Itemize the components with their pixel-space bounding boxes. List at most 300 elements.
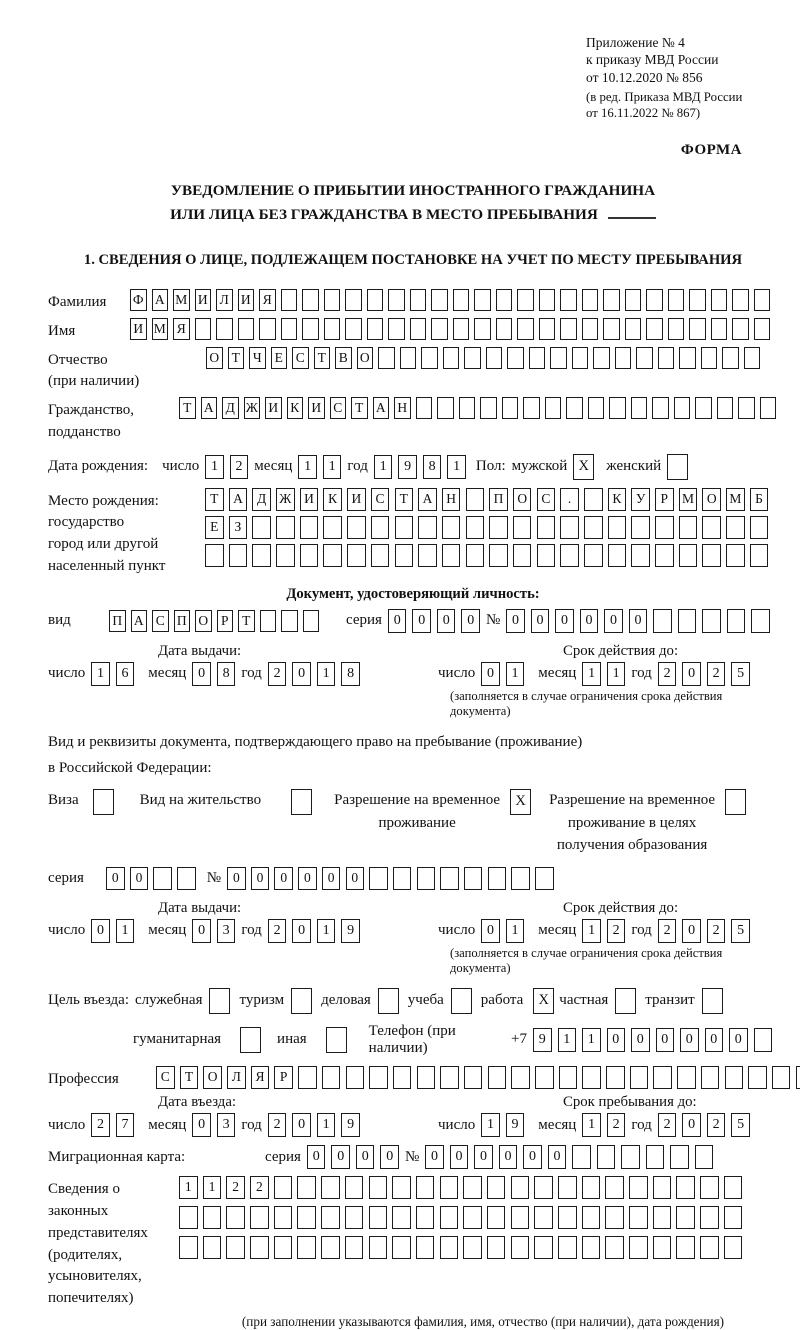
form-cell[interactable] <box>517 289 534 311</box>
form-cell[interactable] <box>274 1176 293 1199</box>
form-cell[interactable] <box>345 1206 364 1229</box>
form-cell[interactable] <box>466 544 485 567</box>
form-cell[interactable] <box>369 867 388 890</box>
form-cell[interactable] <box>507 347 524 369</box>
form-cell[interactable] <box>695 1145 714 1169</box>
form-cell[interactable] <box>517 318 534 340</box>
form-cell[interactable]: 0 <box>192 1113 211 1137</box>
form-cell[interactable]: 0 <box>523 1145 542 1169</box>
form-cell[interactable] <box>584 488 603 511</box>
form-cell[interactable]: П <box>174 610 191 632</box>
form-cell[interactable] <box>474 318 491 340</box>
form-cell[interactable] <box>537 516 556 539</box>
form-cell[interactable]: О <box>206 347 223 369</box>
form-cell[interactable]: Е <box>205 516 224 539</box>
checkbox-cell[interactable]: X <box>573 454 594 480</box>
form-cell[interactable] <box>487 1236 506 1259</box>
form-cell[interactable]: 1 <box>607 662 626 686</box>
form-cell[interactable] <box>203 1236 222 1259</box>
form-cell[interactable]: 3 <box>217 1113 236 1137</box>
form-cell[interactable] <box>631 544 650 567</box>
form-cell[interactable]: 0 <box>450 1145 469 1169</box>
checkbox-cell[interactable] <box>702 988 723 1014</box>
form-cell[interactable] <box>560 516 579 539</box>
form-cell[interactable]: И <box>265 397 282 419</box>
form-cell[interactable]: 0 <box>499 1145 518 1169</box>
form-cell[interactable]: У <box>631 488 650 511</box>
form-cell[interactable] <box>646 318 663 340</box>
form-cell[interactable]: 0 <box>346 867 365 890</box>
form-cell[interactable]: 0 <box>412 609 431 633</box>
form-cell[interactable]: Н <box>442 488 461 511</box>
form-cell[interactable] <box>416 397 433 419</box>
form-cell[interactable]: В <box>335 347 352 369</box>
checkbox-cell[interactable] <box>615 988 636 1014</box>
form-cell[interactable] <box>748 1066 767 1089</box>
form-cell[interactable] <box>464 867 483 890</box>
form-cell[interactable]: 8 <box>217 662 236 686</box>
form-cell[interactable]: И <box>308 397 325 419</box>
form-cell[interactable]: 0 <box>629 609 648 633</box>
form-cell[interactable]: 1 <box>116 919 135 943</box>
form-cell[interactable]: И <box>347 488 366 511</box>
form-cell[interactable] <box>523 397 540 419</box>
form-cell[interactable]: 9 <box>398 455 417 479</box>
checkbox-cell[interactable]: X <box>510 789 531 815</box>
form-cell[interactable]: . <box>560 488 579 511</box>
form-cell[interactable]: Ж <box>276 488 295 511</box>
form-cell[interactable] <box>724 1176 743 1199</box>
form-cell[interactable] <box>400 347 417 369</box>
form-cell[interactable] <box>195 318 212 340</box>
form-cell[interactable] <box>416 1206 435 1229</box>
form-cell[interactable]: 1 <box>317 1113 336 1137</box>
form-cell[interactable]: 1 <box>481 1113 500 1137</box>
form-cell[interactable]: 1 <box>317 919 336 943</box>
form-cell[interactable]: 6 <box>116 662 135 686</box>
form-cell[interactable] <box>582 318 599 340</box>
form-cell[interactable] <box>300 516 319 539</box>
form-cell[interactable] <box>658 347 675 369</box>
form-cell[interactable]: 0 <box>106 867 125 890</box>
form-cell[interactable] <box>421 347 438 369</box>
form-cell[interactable] <box>754 289 771 311</box>
form-cell[interactable] <box>464 1066 483 1089</box>
form-cell[interactable]: 0 <box>506 609 525 633</box>
form-cell[interactable]: Л <box>216 289 233 311</box>
form-cell[interactable]: Я <box>251 1066 270 1089</box>
form-cell[interactable]: 2 <box>607 919 626 943</box>
form-cell[interactable]: О <box>203 1066 222 1089</box>
form-cell[interactable] <box>539 289 556 311</box>
form-cell[interactable]: Д <box>222 397 239 419</box>
checkbox-cell[interactable] <box>378 988 399 1014</box>
form-cell[interactable]: 2 <box>658 662 677 686</box>
form-cell[interactable] <box>629 1176 648 1199</box>
form-cell[interactable] <box>655 544 674 567</box>
form-cell[interactable]: С <box>152 610 169 632</box>
form-cell[interactable]: 2 <box>226 1176 245 1199</box>
form-cell[interactable]: К <box>323 488 342 511</box>
form-cell[interactable] <box>453 289 470 311</box>
form-cell[interactable] <box>605 1206 624 1229</box>
form-cell[interactable]: 1 <box>582 1028 601 1052</box>
form-cell[interactable] <box>440 867 459 890</box>
checkbox-cell[interactable] <box>725 789 746 815</box>
form-cell[interactable]: 1 <box>205 455 224 479</box>
form-cell[interactable] <box>416 1176 435 1199</box>
form-cell[interactable] <box>418 544 437 567</box>
form-cell[interactable]: Я <box>259 289 276 311</box>
form-cell[interactable] <box>560 289 577 311</box>
form-cell[interactable] <box>393 867 412 890</box>
form-cell[interactable] <box>646 1145 665 1169</box>
form-cell[interactable] <box>689 318 706 340</box>
form-cell[interactable] <box>511 1206 530 1229</box>
form-cell[interactable]: 0 <box>298 867 317 890</box>
form-cell[interactable]: 0 <box>531 609 550 633</box>
form-cell[interactable] <box>281 318 298 340</box>
form-cell[interactable] <box>418 516 437 539</box>
form-cell[interactable]: 0 <box>91 919 110 943</box>
form-cell[interactable]: 0 <box>380 1145 399 1169</box>
form-cell[interactable] <box>558 1176 577 1199</box>
form-cell[interactable] <box>417 867 436 890</box>
form-cell[interactable] <box>300 544 319 567</box>
form-cell[interactable]: 9 <box>341 919 360 943</box>
form-cell[interactable] <box>695 397 712 419</box>
form-cell[interactable] <box>298 1066 317 1089</box>
form-cell[interactable] <box>281 610 298 632</box>
form-cell[interactable]: 9 <box>533 1028 552 1052</box>
form-cell[interactable] <box>463 1206 482 1229</box>
form-cell[interactable]: 3 <box>217 919 236 943</box>
form-cell[interactable] <box>702 609 721 633</box>
form-cell[interactable]: Т <box>238 610 255 632</box>
form-cell[interactable]: 0 <box>656 1028 675 1052</box>
form-cell[interactable] <box>302 289 319 311</box>
form-cell[interactable] <box>668 318 685 340</box>
form-cell[interactable] <box>679 516 698 539</box>
form-cell[interactable] <box>347 516 366 539</box>
form-cell[interactable]: К <box>287 397 304 419</box>
form-cell[interactable]: 1 <box>582 919 601 943</box>
form-cell[interactable] <box>442 516 461 539</box>
form-cell[interactable] <box>566 397 583 419</box>
form-cell[interactable]: С <box>371 488 390 511</box>
checkbox-cell[interactable]: X <box>533 988 554 1014</box>
form-cell[interactable]: О <box>195 610 212 632</box>
form-cell[interactable] <box>322 1066 341 1089</box>
form-cell[interactable] <box>321 1176 340 1199</box>
form-cell[interactable]: 0 <box>461 609 480 633</box>
form-cell[interactable] <box>711 318 728 340</box>
form-cell[interactable] <box>410 289 427 311</box>
form-cell[interactable] <box>259 318 276 340</box>
form-cell[interactable]: 1 <box>203 1176 222 1199</box>
form-cell[interactable] <box>744 347 761 369</box>
form-cell[interactable] <box>668 289 685 311</box>
form-cell[interactable]: 0 <box>682 919 701 943</box>
form-cell[interactable] <box>646 289 663 311</box>
form-cell[interactable]: А <box>201 397 218 419</box>
form-cell[interactable]: 2 <box>658 1113 677 1137</box>
form-cell[interactable] <box>621 1145 640 1169</box>
form-cell[interactable] <box>700 1176 719 1199</box>
form-cell[interactable]: Я <box>173 318 190 340</box>
form-cell[interactable] <box>615 347 632 369</box>
form-cell[interactable]: Е <box>271 347 288 369</box>
form-cell[interactable] <box>560 544 579 567</box>
form-cell[interactable]: 1 <box>374 455 393 479</box>
form-cell[interactable] <box>550 347 567 369</box>
form-cell[interactable] <box>274 1236 293 1259</box>
form-cell[interactable] <box>750 516 769 539</box>
form-cell[interactable] <box>559 1066 578 1089</box>
form-cell[interactable]: О <box>513 488 532 511</box>
form-cell[interactable] <box>466 488 485 511</box>
form-cell[interactable]: 0 <box>292 1113 311 1137</box>
form-cell[interactable] <box>582 289 599 311</box>
form-cell[interactable]: 8 <box>341 662 360 686</box>
form-cell[interactable] <box>582 1176 601 1199</box>
form-cell[interactable] <box>276 516 295 539</box>
form-cell[interactable] <box>369 1176 388 1199</box>
form-cell[interactable] <box>760 397 777 419</box>
form-cell[interactable] <box>572 1145 591 1169</box>
form-cell[interactable] <box>511 1236 530 1259</box>
checkbox-cell[interactable] <box>451 988 472 1014</box>
form-cell[interactable]: М <box>679 488 698 511</box>
form-cell[interactable]: 0 <box>555 609 574 633</box>
form-cell[interactable]: 0 <box>481 662 500 686</box>
form-cell[interactable]: С <box>537 488 556 511</box>
checkbox-cell[interactable] <box>326 1027 347 1053</box>
form-cell[interactable] <box>440 1066 459 1089</box>
form-cell[interactable] <box>205 544 224 567</box>
form-cell[interactable]: 0 <box>388 609 407 633</box>
form-cell[interactable] <box>297 1236 316 1259</box>
form-cell[interactable]: 2 <box>707 919 726 943</box>
form-cell[interactable]: О <box>702 488 721 511</box>
form-cell[interactable] <box>701 1066 720 1089</box>
form-cell[interactable]: 0 <box>227 867 246 890</box>
form-cell[interactable] <box>534 1176 553 1199</box>
form-cell[interactable]: Н <box>394 397 411 419</box>
form-cell[interactable] <box>480 397 497 419</box>
form-cell[interactable] <box>726 516 745 539</box>
form-cell[interactable]: 2 <box>230 455 249 479</box>
form-cell[interactable]: 0 <box>680 1028 699 1052</box>
form-cell[interactable]: Т <box>180 1066 199 1089</box>
form-cell[interactable] <box>717 397 734 419</box>
form-cell[interactable]: 2 <box>707 1113 726 1137</box>
form-cell[interactable] <box>323 516 342 539</box>
form-cell[interactable]: 1 <box>298 455 317 479</box>
form-cell[interactable] <box>534 1206 553 1229</box>
form-cell[interactable] <box>459 397 476 419</box>
form-cell[interactable]: П <box>109 610 126 632</box>
form-cell[interactable] <box>486 347 503 369</box>
form-cell[interactable] <box>345 1176 364 1199</box>
form-cell[interactable] <box>489 544 508 567</box>
form-cell[interactable]: 5 <box>731 662 750 686</box>
form-cell[interactable]: И <box>300 488 319 511</box>
form-cell[interactable] <box>511 867 530 890</box>
form-cell[interactable] <box>678 609 697 633</box>
form-cell[interactable] <box>488 1066 507 1089</box>
form-cell[interactable]: 0 <box>192 662 211 686</box>
form-cell[interactable] <box>652 397 669 419</box>
form-cell[interactable] <box>431 289 448 311</box>
form-cell[interactable] <box>395 516 414 539</box>
form-cell[interactable] <box>466 516 485 539</box>
checkbox-cell[interactable] <box>93 789 114 815</box>
form-cell[interactable] <box>369 1066 388 1089</box>
form-cell[interactable] <box>378 347 395 369</box>
form-cell[interactable] <box>609 397 626 419</box>
form-cell[interactable] <box>440 1176 459 1199</box>
form-cell[interactable] <box>371 516 390 539</box>
form-cell[interactable]: Ф <box>130 289 147 311</box>
form-cell[interactable] <box>636 347 653 369</box>
form-cell[interactable]: 2 <box>707 662 726 686</box>
form-cell[interactable] <box>676 1206 695 1229</box>
form-cell[interactable] <box>674 397 691 419</box>
form-cell[interactable] <box>395 544 414 567</box>
form-cell[interactable]: 2 <box>268 1113 287 1137</box>
form-cell[interactable] <box>393 1066 412 1089</box>
form-cell[interactable] <box>534 1236 553 1259</box>
form-cell[interactable] <box>724 1236 743 1259</box>
form-cell[interactable]: Т <box>395 488 414 511</box>
form-cell[interactable]: Т <box>351 397 368 419</box>
form-cell[interactable] <box>281 289 298 311</box>
form-cell[interactable] <box>367 318 384 340</box>
form-cell[interactable] <box>605 1176 624 1199</box>
form-cell[interactable]: Д <box>252 488 271 511</box>
form-cell[interactable]: 0 <box>274 867 293 890</box>
form-cell[interactable] <box>324 318 341 340</box>
form-cell[interactable] <box>347 544 366 567</box>
form-cell[interactable] <box>679 544 698 567</box>
form-cell[interactable]: 2 <box>658 919 677 943</box>
form-cell[interactable] <box>431 318 448 340</box>
form-cell[interactable]: Т <box>205 488 224 511</box>
form-cell[interactable] <box>511 1176 530 1199</box>
form-cell[interactable] <box>392 1176 411 1199</box>
form-cell[interactable] <box>679 347 696 369</box>
form-cell[interactable] <box>487 1176 506 1199</box>
form-cell[interactable]: 1 <box>506 919 525 943</box>
form-cell[interactable]: 1 <box>323 455 342 479</box>
form-cell[interactable] <box>321 1206 340 1229</box>
form-cell[interactable] <box>388 289 405 311</box>
form-cell[interactable]: 0 <box>705 1028 724 1052</box>
form-cell[interactable]: Т <box>179 397 196 419</box>
form-cell[interactable]: 9 <box>506 1113 525 1137</box>
form-cell[interactable] <box>670 1145 689 1169</box>
form-cell[interactable] <box>511 1066 530 1089</box>
form-cell[interactable] <box>711 289 728 311</box>
form-cell[interactable]: 0 <box>425 1145 444 1169</box>
form-cell[interactable] <box>630 1066 649 1089</box>
form-cell[interactable] <box>653 1066 672 1089</box>
form-cell[interactable]: 0 <box>682 662 701 686</box>
form-cell[interactable] <box>513 544 532 567</box>
form-cell[interactable] <box>725 1066 744 1089</box>
form-cell[interactable]: И <box>195 289 212 311</box>
form-cell[interactable]: Р <box>217 610 234 632</box>
form-cell[interactable] <box>732 318 749 340</box>
form-cell[interactable]: Б <box>750 488 769 511</box>
form-cell[interactable] <box>388 318 405 340</box>
form-cell[interactable] <box>625 289 642 311</box>
form-cell[interactable] <box>474 289 491 311</box>
form-cell[interactable] <box>488 867 507 890</box>
form-cell[interactable] <box>513 516 532 539</box>
form-cell[interactable]: С <box>156 1066 175 1089</box>
form-cell[interactable] <box>539 318 556 340</box>
form-cell[interactable] <box>603 318 620 340</box>
form-cell[interactable] <box>324 289 341 311</box>
form-cell[interactable]: Т <box>314 347 331 369</box>
form-cell[interactable] <box>487 1206 506 1229</box>
form-cell[interactable]: П <box>489 488 508 511</box>
form-cell[interactable] <box>702 516 721 539</box>
form-cell[interactable] <box>582 1066 601 1089</box>
form-cell[interactable]: Р <box>274 1066 293 1089</box>
form-cell[interactable]: 7 <box>116 1113 135 1137</box>
form-cell[interactable] <box>442 544 461 567</box>
form-cell[interactable]: 2 <box>91 1113 110 1137</box>
form-cell[interactable] <box>582 1206 601 1229</box>
form-cell[interactable]: 0 <box>292 662 311 686</box>
form-cell[interactable]: 1 <box>91 662 110 686</box>
form-cell[interactable] <box>732 289 749 311</box>
form-cell[interactable] <box>443 347 460 369</box>
form-cell[interactable]: 1 <box>582 662 601 686</box>
form-cell[interactable]: 1 <box>558 1028 577 1052</box>
form-cell[interactable] <box>321 1236 340 1259</box>
form-cell[interactable] <box>440 1206 459 1229</box>
form-cell[interactable]: И <box>130 318 147 340</box>
form-cell[interactable]: А <box>152 289 169 311</box>
form-cell[interactable]: 0 <box>604 609 623 633</box>
form-cell[interactable]: 0 <box>474 1145 493 1169</box>
form-cell[interactable]: 0 <box>481 919 500 943</box>
form-cell[interactable]: 0 <box>631 1028 650 1052</box>
form-cell[interactable]: 0 <box>322 867 341 890</box>
form-cell[interactable] <box>558 1236 577 1259</box>
form-cell[interactable] <box>537 544 556 567</box>
form-cell[interactable] <box>700 1206 719 1229</box>
form-cell[interactable] <box>392 1206 411 1229</box>
form-cell[interactable] <box>463 1176 482 1199</box>
form-cell[interactable] <box>252 516 271 539</box>
form-cell[interactable] <box>417 1066 436 1089</box>
form-cell[interactable]: А <box>131 610 148 632</box>
form-cell[interactable] <box>464 347 481 369</box>
checkbox-cell[interactable] <box>291 789 312 815</box>
form-cell[interactable] <box>653 609 672 633</box>
form-cell[interactable] <box>250 1236 269 1259</box>
form-cell[interactable] <box>606 1066 625 1089</box>
form-cell[interactable] <box>345 1236 364 1259</box>
form-cell[interactable] <box>302 318 319 340</box>
form-cell[interactable] <box>179 1236 198 1259</box>
form-cell[interactable] <box>625 318 642 340</box>
